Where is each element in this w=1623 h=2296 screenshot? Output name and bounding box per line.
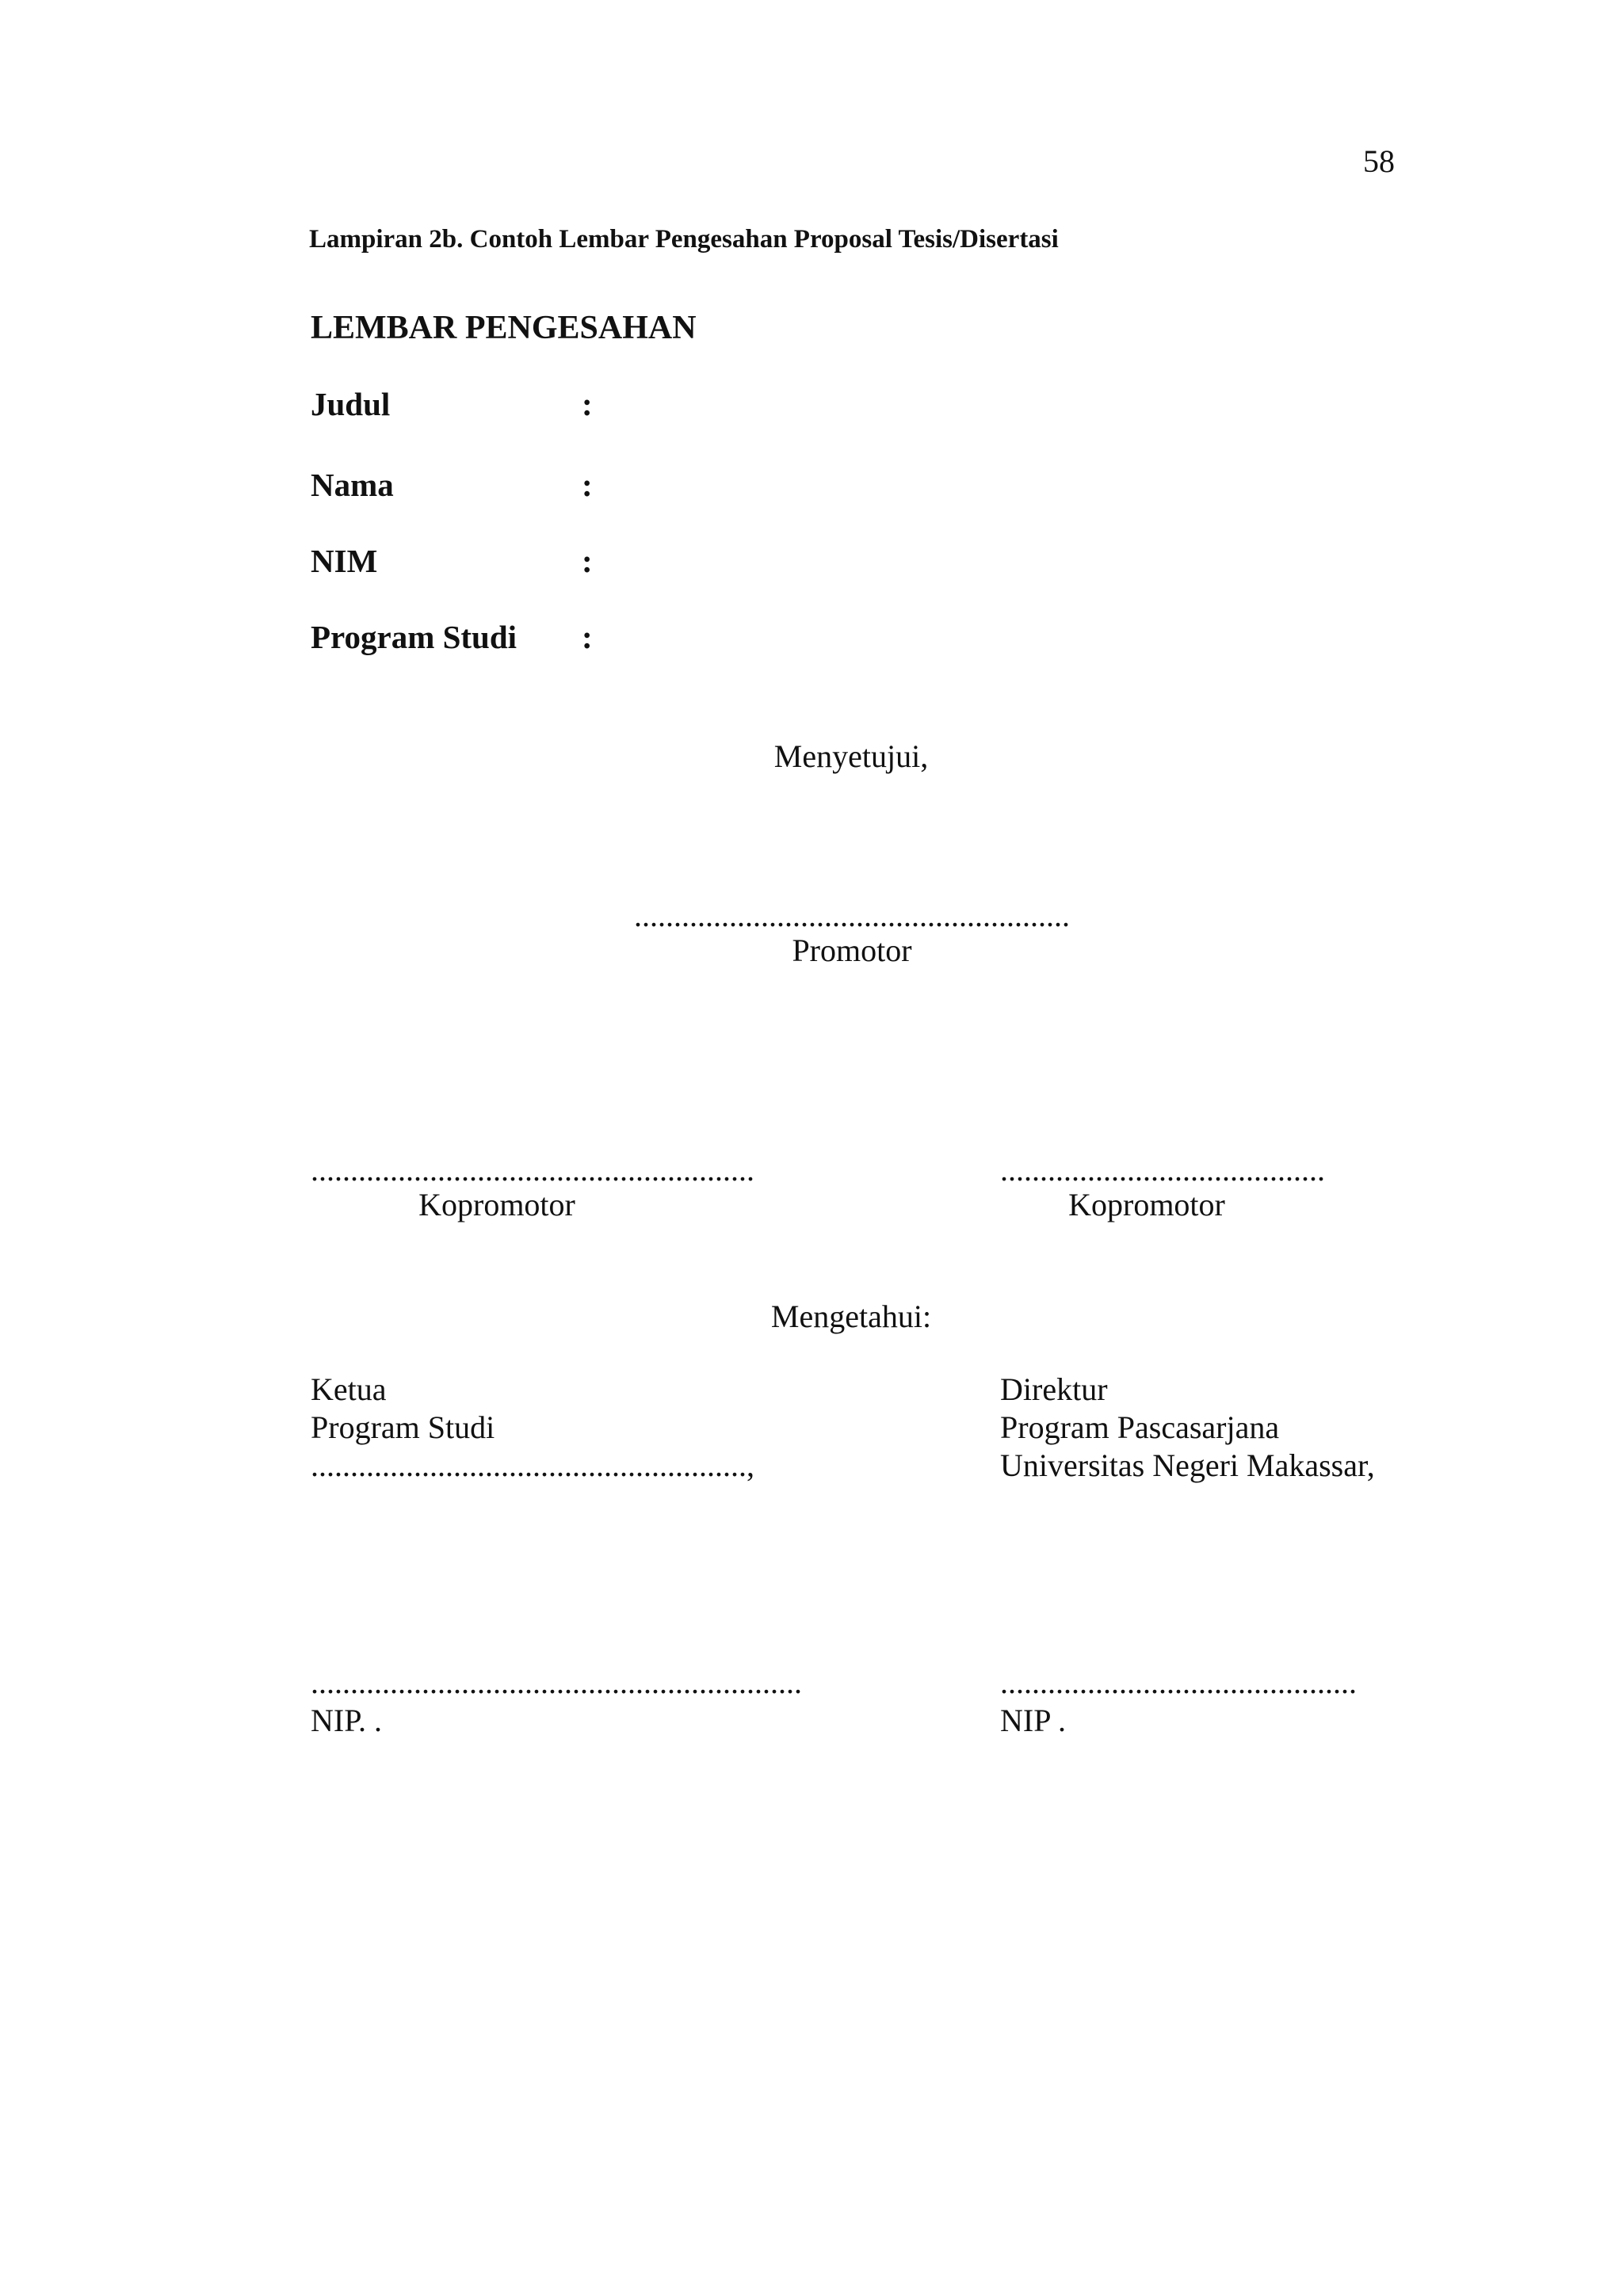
kopromotor-left-label: Kopromotor: [418, 1187, 575, 1222]
ketua-program-studi: Program Studi: [311, 1409, 495, 1445]
acknowledgement-heading: Mengetahui:: [770, 1299, 932, 1334]
ketua-title: Ketua: [311, 1371, 387, 1407]
promotor-signature-line: .......................................................: [634, 898, 1070, 933]
field-label-program-studi: Program Studi: [311, 619, 517, 655]
kopromotor-right-label: Kopromotor: [1068, 1187, 1225, 1222]
field-colon-judul: :: [582, 386, 593, 422]
field-label-nim: NIM: [311, 543, 378, 579]
direktur-program: Program Pascasarjana: [1000, 1409, 1280, 1445]
field-colon-program-studi: :: [582, 619, 593, 655]
field-label-nama: Nama: [311, 467, 394, 503]
appendix-caption: Lampiran 2b. Contoh Lembar Pengesahan Proposal Tesis/Disertasi: [309, 225, 1059, 254]
direktur-signature-line: .............................................: [1000, 1665, 1357, 1700]
document-title: LEMBAR PENGESAHAN: [311, 310, 697, 346]
direktur-university: Universitas Negeri Makassar,: [1000, 1447, 1375, 1483]
kopromotor-left-signature-line: ........................................................: [311, 1152, 754, 1188]
field-colon-nim: :: [582, 543, 593, 579]
page-number: 58: [1363, 143, 1395, 179]
promotor-label: Promotor: [792, 933, 912, 968]
approval-heading: Menyetujui,: [773, 738, 929, 774]
direktur-nip: NIP .: [1000, 1703, 1066, 1738]
field-label-judul: Judul: [311, 386, 391, 422]
field-colon-nama: :: [582, 467, 593, 503]
kopromotor-right-signature-line: .........................................: [1000, 1152, 1325, 1188]
ketua-nip: NIP. .: [311, 1703, 383, 1738]
ketua-program-name-line: .......................................................,: [311, 1447, 754, 1483]
ketua-signature-line: ..............................................................: [311, 1665, 802, 1700]
direktur-title: Direktur: [1000, 1371, 1108, 1407]
